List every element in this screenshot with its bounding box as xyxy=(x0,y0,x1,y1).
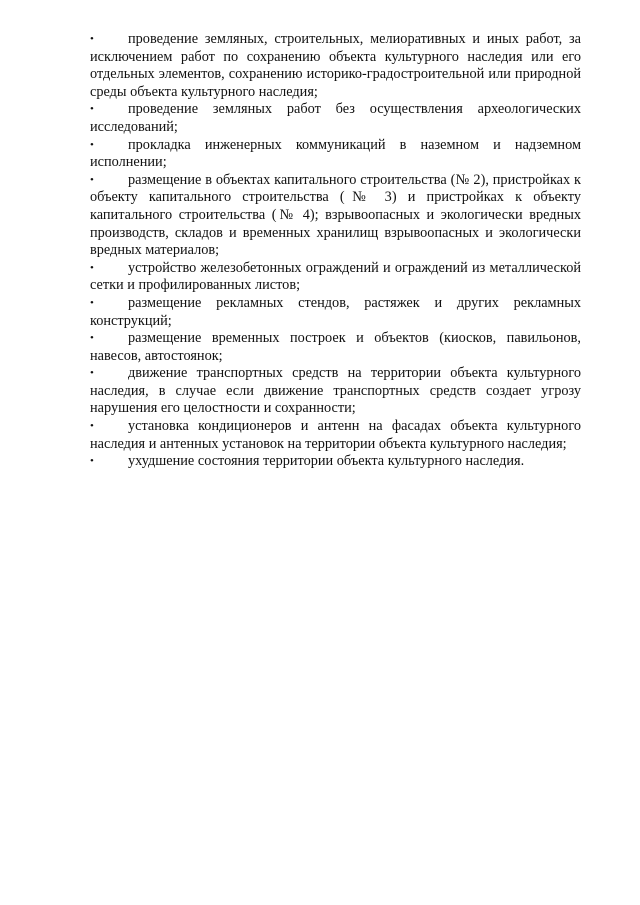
bullet-icon: • xyxy=(90,33,94,45)
bullet-icon: • xyxy=(90,296,94,309)
bullet-icon: • xyxy=(90,261,94,274)
list-item-text: проведение земляных работ без осуществления археологических исследований; xyxy=(90,101,581,135)
restrictions-list xyxy=(90,31,581,471)
list-item-text: прокладка инженерных коммуникаций в наземном и надземном исполнении; xyxy=(90,136,581,171)
list-item-text: ухудшение состояния территории объекта культурного наследия. xyxy=(128,453,525,470)
list-item xyxy=(90,137,581,172)
list-item xyxy=(90,418,581,453)
list-item xyxy=(90,365,581,418)
bullet-icon: • xyxy=(90,455,94,468)
list-item xyxy=(90,101,581,136)
list-item xyxy=(90,172,581,260)
list-item-text: установка кондиционеров и антенн на фасадах объекта культурного наследия и антенных установок на территории объекта культурного наследия; xyxy=(90,418,581,452)
list-item-text: размещение в объектах капитального строительства (№ 2), пристройках к объекту капитального строительства (№ 3) и пристройках к объекту капитального строительства (№ 4); взрывоопасных и экологически вредных производств, складов и временных хранилищ взрывоопасных и экологически вредных материалов; xyxy=(90,171,581,259)
list-item-text: размещение рекламных стендов, растяжек и других рекламных конструкций; xyxy=(90,294,581,329)
bullet-icon: • xyxy=(90,332,94,345)
bullet-icon: • xyxy=(90,138,94,151)
list-item xyxy=(90,260,581,295)
bullet-icon: • xyxy=(90,420,94,433)
list-item-text: проведение земляных, строительных, мелиоративных и иных работ, за исключением работ по сохранению объекта культурного наследия или его отдельных элементов, сохранению историко-градостроительной или природной среды объекта культурного наследия; xyxy=(90,31,581,100)
list-item xyxy=(90,31,581,101)
bullet-icon: • xyxy=(90,173,94,186)
list-item xyxy=(90,295,581,330)
bullet-icon: • xyxy=(90,367,94,380)
list-item-text: движение транспортных средств на территории объекта культурного наследия, в случае если движение транспортных средств создает угрозу нарушения его целостности и сохранности; xyxy=(90,365,581,417)
list-item xyxy=(90,330,581,365)
bullet-icon: • xyxy=(90,103,94,116)
list-item-text: устройство железобетонных ограждений и ограждений из металлической сетки и профилированных листов; xyxy=(90,259,581,294)
list-item-text: размещение временных построек и объектов (киосков, павильонов, навесов, автостоянок; xyxy=(90,330,581,364)
list-item xyxy=(90,453,581,471)
